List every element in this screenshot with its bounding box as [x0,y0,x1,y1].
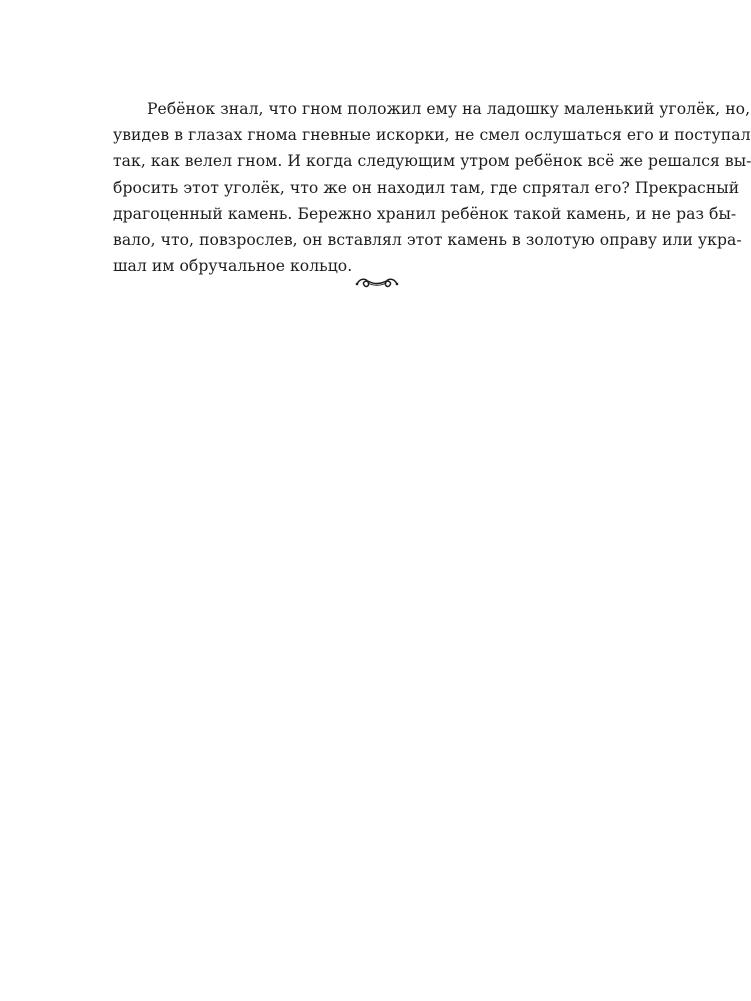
paragraph-line: шал им обручальное кольцо. [113,257,353,276]
body-paragraph [113,96,751,279]
paragraph-line: вало, что, повзрослев, он вставлял этот камень в золотую оправу или укра- [113,230,742,249]
paragraph-line: так, как велел гном. И когда следующим утром ребёнок всё же решался вы- [113,152,751,171]
paragraph-line: Ребёнок знал, что гном положил ему на ладошку маленький уголёк, но, [147,100,751,118]
flourish-divider-icon [354,272,400,294]
paragraph-line: драгоценный камень. Бережно хранил ребёнок такой камень, и не раз бы- [113,204,737,223]
paragraph-line: бросить этот уголёк, что же он находил там, где спрятал его? Прекрасный [113,178,740,197]
paragraph-line: увидев в глазах гнома гневные искорки, не смел ослушаться его и поступал [113,126,751,145]
